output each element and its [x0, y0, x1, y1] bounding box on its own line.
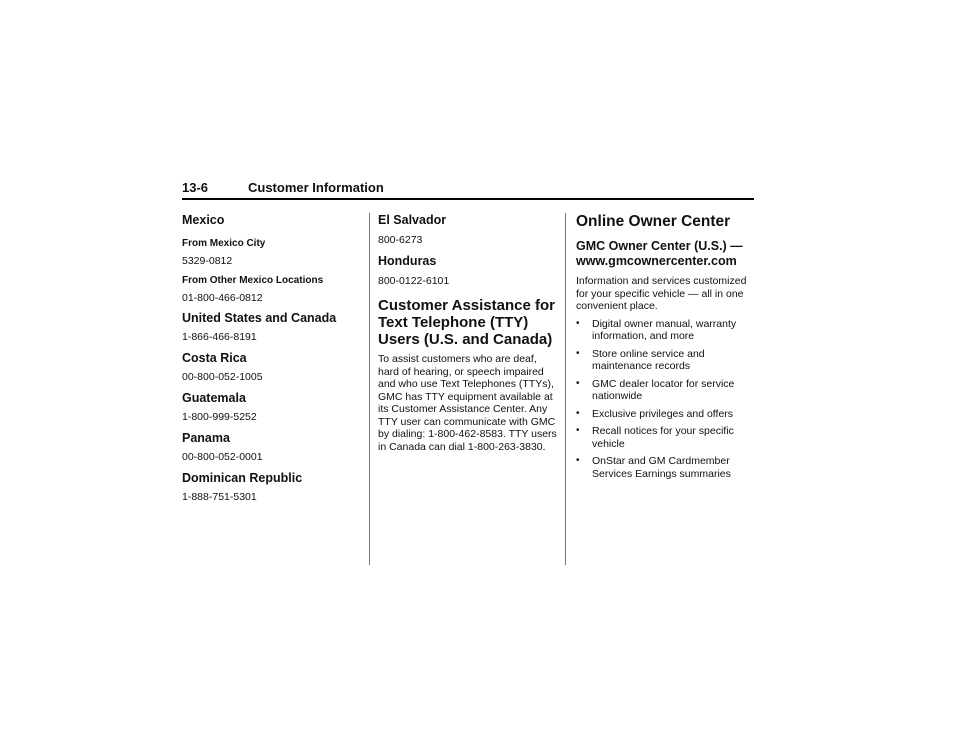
- page-header: [182, 180, 754, 200]
- honduras-number: 800-0122-6101: [378, 275, 450, 287]
- from-mexico-city-label: From Mexico City: [182, 238, 266, 249]
- page-number: 13-6: [182, 180, 209, 195]
- us-canada-number: 1-866-466-8191: [182, 331, 257, 343]
- bullet-icon: •: [576, 455, 580, 466]
- from-other-mexico-number: 01-800-466-0812: [182, 292, 263, 304]
- list-item-text: Recall notices for your specific vehicle: [592, 425, 734, 450]
- bullet-icon: •: [576, 347, 580, 359]
- from-mexico-city-number: 5329-0812: [182, 255, 233, 267]
- section-title: Customer Information: [248, 180, 384, 195]
- list-item: [576, 408, 756, 421]
- tty-heading: Customer Assistance for Text Telephone (TTY) Users (U.S. and Canada): [378, 297, 555, 348]
- bullet-icon: •: [576, 407, 580, 419]
- column-left: [182, 213, 357, 504]
- owner-center-intro: Information and services customized for your specific vehicle — all in one convenient place.: [576, 275, 747, 312]
- column-middle: [378, 213, 558, 453]
- list-item: [576, 348, 756, 373]
- el-salvador-heading: El Salvador: [378, 213, 447, 227]
- list-item: [576, 455, 756, 480]
- guatemala-heading: Guatemala: [182, 391, 246, 405]
- list-item-text: Store online service and maintenance records: [592, 347, 705, 372]
- gmc-owner-center-heading: GMC Owner Center (U.S.) — www.gmcownercenter.com: [576, 239, 743, 268]
- list-item-text: GMC dealer locator for service nationwide: [592, 377, 735, 402]
- list-item: [576, 425, 756, 450]
- column-divider-2: [565, 213, 566, 565]
- bullet-icon: •: [576, 377, 580, 389]
- honduras-heading: Honduras: [378, 254, 437, 268]
- column-divider-1: [369, 213, 370, 565]
- list-item: [576, 318, 756, 343]
- panama-heading: Panama: [182, 431, 230, 445]
- el-salvador-number: 800-6273: [378, 234, 423, 246]
- list-item-text: Exclusive privileges and offers: [592, 407, 734, 420]
- costa-rica-heading: Costa Rica: [182, 351, 247, 365]
- guatemala-number: 1-800-999-5252: [182, 411, 257, 423]
- list-item-text: Digital owner manual, warranty information, and more: [592, 317, 737, 342]
- list-item: [576, 378, 756, 403]
- list-item-text: OnStar and GM Cardmember Services Earnings summaries: [592, 455, 731, 480]
- owner-center-feature-list: [576, 318, 756, 481]
- us-canada-heading: United States and Canada: [182, 311, 337, 325]
- bullet-icon: •: [576, 317, 580, 329]
- online-owner-center-heading: Online Owner Center: [576, 213, 731, 230]
- from-other-mexico-label: From Other Mexico Locations: [182, 275, 324, 286]
- dominican-republic-heading: Dominican Republic: [182, 471, 303, 485]
- tty-paragraph: To assist customers who are deaf, hard of hearing, or speech impaired and who use Text Telephones (TTYs), GMC has TTY equipment available at its Customer Assistance Center. Any TTY user can communicate with GMC by dialing: 1-800-462-8583. TTY users in Canada can dial 1-800-263-3830.: [378, 353, 557, 453]
- bullet-icon: •: [576, 425, 580, 436]
- costa-rica-number: 00-800-052-1005: [182, 371, 263, 383]
- mexico-heading: Mexico: [182, 213, 225, 227]
- dominican-republic-number: 1-888-751-5301: [182, 491, 257, 503]
- column-right: [576, 213, 756, 485]
- panama-number: 00-800-052-0001: [182, 451, 263, 463]
